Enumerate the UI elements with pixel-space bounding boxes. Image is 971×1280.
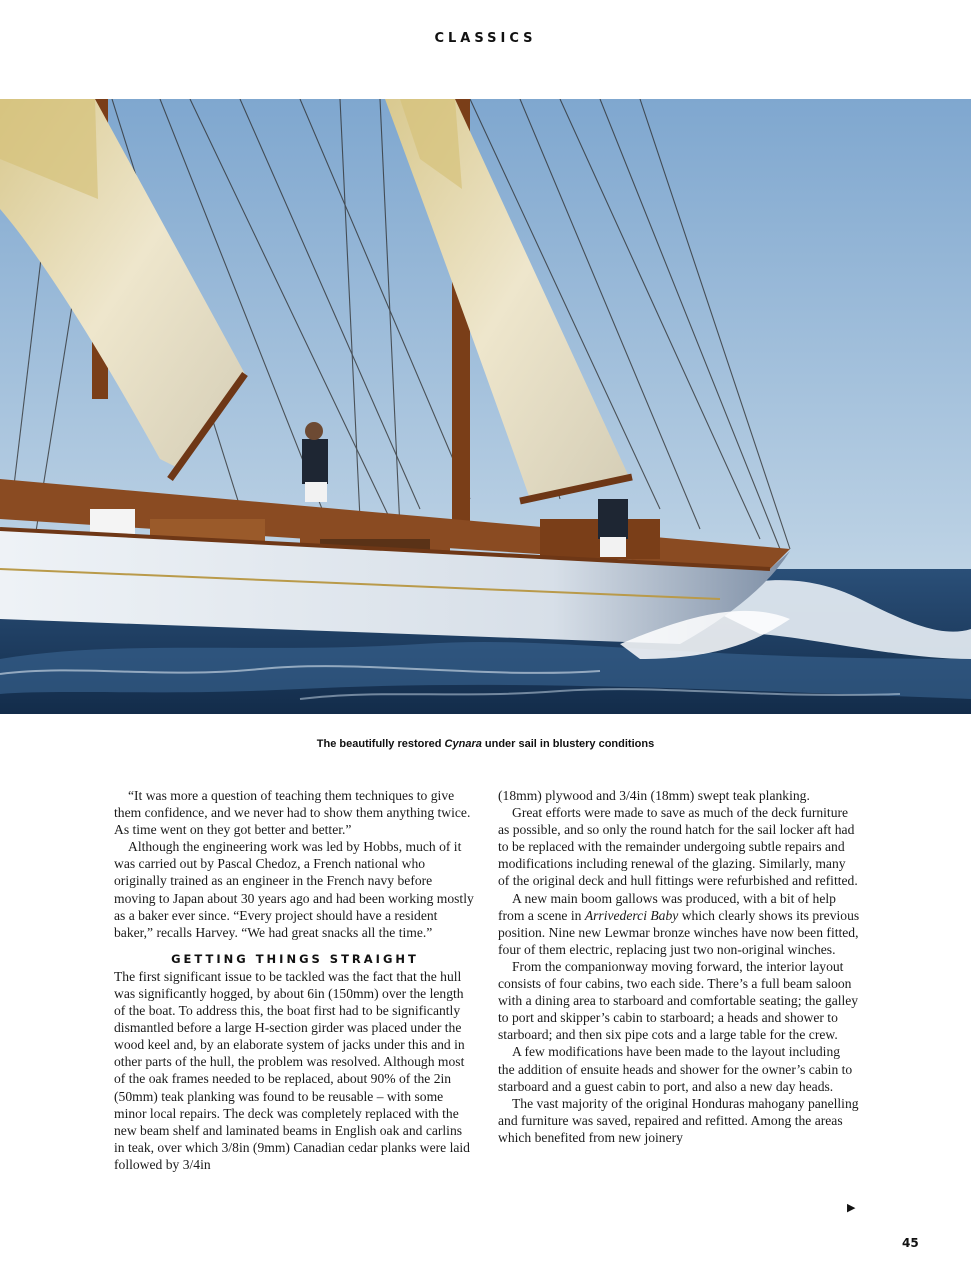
caption-text-start: The beautifully restored <box>316 738 445 750</box>
film-title: Arrivederci Baby <box>584 907 679 923</box>
text-span: which clearly shows its previous position. Nine new Lewmar bronze winches have now been fitted, four of them electric, replacing just two non-original winches. <box>498 907 860 957</box>
paragraph: Great efforts were made to save as much of the deck furniture as possible, and so only the round hatch for the sail locker aft had to be replaced with the remainder undergoing subtle repairs and modifications including renewal of the glazing. Similarly, many of the original deck and hull fittings were refurbished and refitted. <box>498 805 858 889</box>
right-text-column <box>498 787 860 1146</box>
section-header: CLASSICS <box>434 31 537 46</box>
paragraph: “It was more a question of teaching them techniques to give them confidence, and we never had to show them anything twice. As time went on they got better and better.” <box>114 788 471 838</box>
photo-caption <box>0 738 971 750</box>
subheading: GETTING THINGS STRAIGHT <box>171 951 419 966</box>
paragraph: The first significant issue to be tackled was the fact that the hull was significantly hogged, by about 6in (150mm) over the length of the boat. To address this, the boat first had to be significantly dismantled before a large H-section girder was placed under the wood keel and, by an elaborate system of jacks under this and in other parts of the hull, the problem was resolved. Although most of the oak frames needed to be replaced, about 90% of the 2in (50mm) teak planking was found to be reusable – with some minor local repairs. The deck was completely replaced with the new beam shelf and laminated beams in English oak and carlins in teak, over which 3/8in (9mm) Canadian cedar planks were laid followed by 3/4in <box>114 968 470 1172</box>
paragraph: From the companionway moving forward, the interior layout consists of four cabins, two each side. There’s a full beam saloon with a dining area to starboard and comfortable seating; the galley to port and skipper’s cabin to starboard; a heads and shower to starboard; and then six pipe cots and a large table for the crew. <box>498 958 859 1043</box>
caption-boat-name: Cynara <box>444 738 482 750</box>
page-number: 45 <box>902 1236 919 1250</box>
paragraph: The vast majority of the original Honduras mahogany panelling and furniture was saved, repaired and refitted. Among the areas which benefited from new joinery <box>498 1095 859 1145</box>
yacht-photo <box>0 99 971 714</box>
paragraph: Although the engineering work was led by Hobbs, much of it was carried out by Pascal Chedoz, a French national who originally trained as an engineer in the French navy before moving to Japan about 30 years ago and had been working mostly as a baker ever since. “Every project should have a resident baker,” recalls Harvey. “We had great snacks all the time.” <box>114 839 474 940</box>
continue-arrow-icon: ▶ <box>847 1201 856 1214</box>
text-span: A new main boom gallows was produced, with a bit of help from a scene in <box>498 890 836 923</box>
left-text-column <box>114 787 476 1173</box>
caption-text-end: under sail in blustery conditions <box>481 738 655 750</box>
paragraph: A few modifications have been made to the layout including the addition of ensuite heads and shower for the owner’s cabin to starboard and a guest cabin to port, and also a new day heads. <box>498 1044 853 1094</box>
paragraph <box>498 890 860 958</box>
paragraph: (18mm) plywood and 3/4in (18mm) swept teak planking. <box>498 788 810 803</box>
